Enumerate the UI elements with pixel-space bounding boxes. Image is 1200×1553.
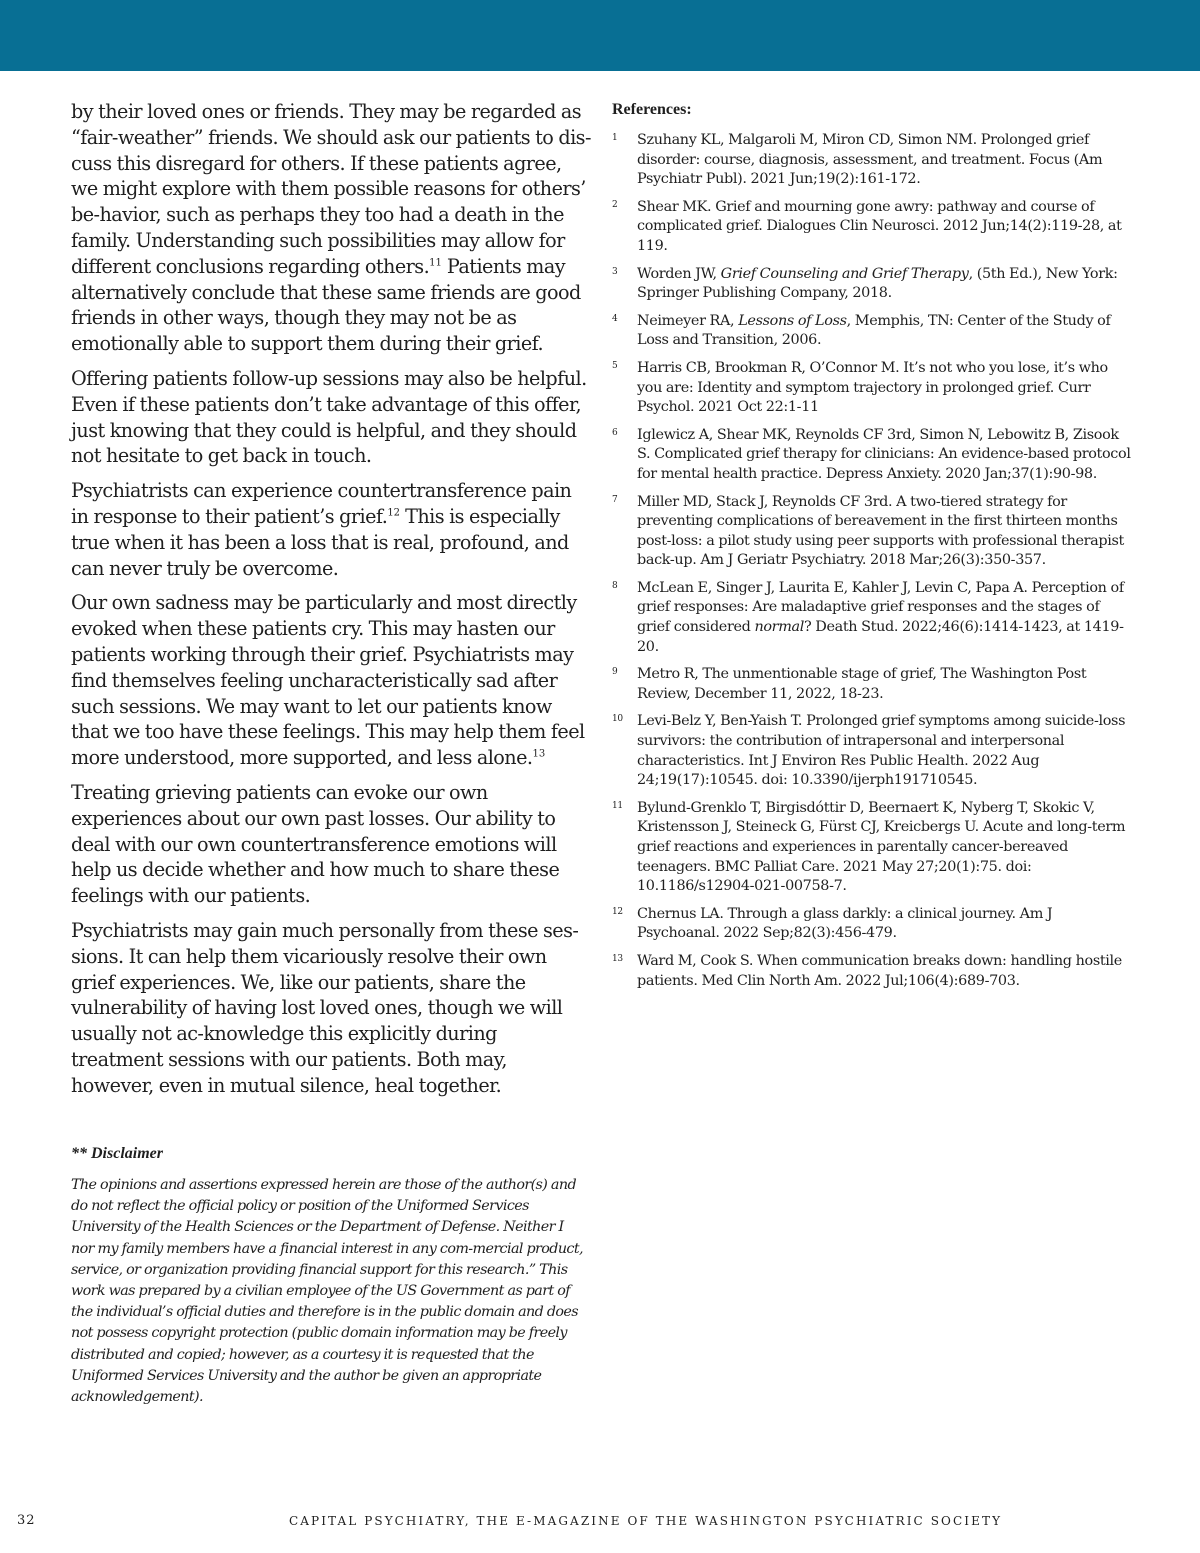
reference-item: 2 Shear MK. Grief and mourning gone awry: pathway and course of complicated grief. Dialogues Clin Neurosci. 2012 Jun;14(2):119-28, at 119. (612, 198, 1122, 254)
reference-item: 13 Ward M, Cook S. When communication breaks down: handling hostile patients. Med Clin North Am. 2022 Jul;106(4):689-703. (612, 952, 1122, 989)
reference-number: 7 (612, 494, 618, 505)
citation-marker[interactable]: 11 (429, 257, 442, 269)
page-number: 32 (17, 1513, 36, 1528)
reference-item: 5 Harris CB, Brookman R, O’Connor M. It’s not who you lose, it’s who you are: Identity and symptom trajectory in prolonged grief. Curr Psychol. 2021 Oct 22:1-11 (612, 359, 1108, 416)
reference-number: 12 (612, 906, 623, 917)
reference-number: 3 (612, 266, 618, 277)
reference-item: 4 Neimeyer RA, Lessons of Loss, Memphis, TN: Center of the Study of Loss and Transition, 2006. (612, 312, 1111, 349)
citation-marker[interactable]: 13 (532, 748, 546, 760)
body-paragraph: Offering patients follow-up sessions may also be helpful. Even if these patients don’t take advantage of this offer, just knowing that they could is helpful, and they should not hesitate to get back in touch. (71, 366, 587, 468)
reference-number: 4 (612, 313, 618, 324)
reference-item: 12 Chernus LA. Through a glass darkly: a clinical journey. Am J Psychoanal. 2022 Sep;82(3):456-479. (612, 905, 1053, 942)
references-heading: References: (612, 101, 692, 118)
reference-item: 3 Worden JW, Grief Counseling and Grief Therapy, (5th Ed.), New York: Springer Publishing Company, 2018. (612, 265, 1118, 302)
reference-item: 8 McLean E, Singer J, Laurita E, Kahler J, Levin C, Papa A. Perception of grief responses: Are maladaptive grief responses and the stages of grief considered normal? Death Stud. 2022;46(6):1414-1423, at 1419-20. (612, 579, 1124, 655)
reference-number: 10 (612, 714, 623, 725)
disclaimer-title: ** Disclaimer (71, 1145, 163, 1162)
header-color-band (0, 0, 1200, 71)
reference-number: 2 (612, 199, 618, 210)
reference-item: 6 Iglewicz A, Shear MK, Reynolds CF 3rd, Simon N, Lebowitz B, Zisook S. Complicated grief therapy for clinicians: An evidence-based protocol for mental health practice. Depress Anxiety. 2020 Jan;37(1):90-98. (612, 426, 1131, 482)
references-section (612, 101, 1134, 999)
body-paragraph: Psychiatrists may gain much personally from these ses-sions. It can help them vicariously resolve their own grief experiences. We, like our patients, share the vulnerability of having lost loved ones, though we will usually not ac-knowledge this explicitly during treatment sessions with our patients. Both may, however, even in mutual silence, heal together. (71, 918, 579, 1097)
body-paragraph: Psychiatrists can experience countertransference pain in response to their patient’s grief.$^{12}$ This is especially true when it has been a loss that is real, profound, and can never truly be overcome. (71, 479, 572, 580)
reference-number: 13 (612, 953, 623, 964)
reference-number: 9 (612, 667, 618, 678)
reference-item: 1 Szuhany KL, Malgaroli M, Miron CD, Simon NM. Prolonged grief disorder: course, diagnosis, assessment, and treatment. Focus (Am Psychiatr Publ). 2021 Jun;19(2):161-172. (612, 132, 1103, 188)
reference-number: 5 (612, 360, 618, 371)
reference-item: 11 Bylund-Grenklo T, Birgisdóttir D, Beernaert K, Nyberg T, Skokic V, Kristensson J, Steineck G, Fürst CJ, Kreicbergs U. Acute and long-term grief reactions and experiences in parentally cancer-bereaved teenagers. BMC Palliat Care. 2021 May 27;20(1):75. doi: 10.1186/s12904-021-00758-7. (612, 799, 1126, 895)
reference-number: 1 (612, 133, 618, 143)
disclaimer-text: The opinions and assertions expressed herein are those of the author(s) and do not reflect the official policy or position of the Uniformed Services University of the Health Sciences or the Department of Defense. Neither I nor my family members have a financial interest in any com-mercial product, service, or organization providing financial support for this research.” This work was prepared by a civilian employee of the US Government as part of the individual’s official duties and therefore is in the public domain and does not possess copyright protection (public domain information may be freely distributed and copied; however, as a courtesy it is requested that the Uniformed Services University and the author be given an appropriate acknowledgement). (71, 1177, 583, 1406)
reference-item: 7 Miller MD, Stack J, Reynolds CF 3rd. A two-tiered strategy for preventing complications of bereavement in the first thirteen months post-loss: a pilot study using peer supports with professional therapist back-up. Am J Geriatr Psychiatry. 2018 Mar;26(3):350-357. (612, 493, 1124, 569)
body-paragraph: by their loved ones or friends. They may be regarded as “fair-weather” friends. We should ask our patients to dis-cuss this disregard for others. If these patients agree, we might explore with them possible reasons for others’ be-havior, such as perhaps they too had a death in the family. Understanding such possibilities may allow for different conclusions regarding others.$^{11}$ Patients may alternatively conclude that these same friends are good friends in other ways, though they may not be as emotionally able to support them during their grief. (71, 100, 591, 356)
article-body (71, 99, 591, 1107)
reference-item: 10 Levi-Belz Y, Ben-Yaish T. Prolonged grief symptoms among suicide-loss survivors: the contribution of intrapersonal and interpersonal characteristics. Int J Environ Res Public Health. 2022 Aug 24;19(17):10545. doi: 10.3390/ijerph191710545. (612, 713, 1126, 789)
reference-number: 11 (612, 800, 623, 811)
reference-number: 8 (612, 580, 618, 591)
reference-item: 9 Metro R, The unmentionable stage of grief, The Washington Post Review, December 11, 2022, 18-23. (612, 666, 1087, 702)
publication-footer: CAPITAL PSYCHIATRY, THE E-MAGAZINE OF THE WASHINGTON PSYCHIATRIC SOCIETY (289, 1514, 1003, 1528)
reference-number: 6 (612, 427, 618, 438)
body-paragraph: Our own sadness may be particularly and most directly evoked when these patients cry. This may hasten our patients working through their grief. Psychiatrists may find themselves feeling uncharacteristically sad after such sessions. We may want to let our patients know that we too have these feelings. This may help them feel more understood, more supported, and less alone.$^{13}$ (71, 591, 585, 770)
references-list (612, 131, 1134, 991)
citation-marker[interactable]: 12 (387, 507, 401, 519)
body-paragraph: Treating grieving patients can evoke our own experiences about our own past losses. Our ability to deal with our own countertransference emotions will help us decide whether and how much to share these feelings with our patients. (71, 780, 560, 908)
